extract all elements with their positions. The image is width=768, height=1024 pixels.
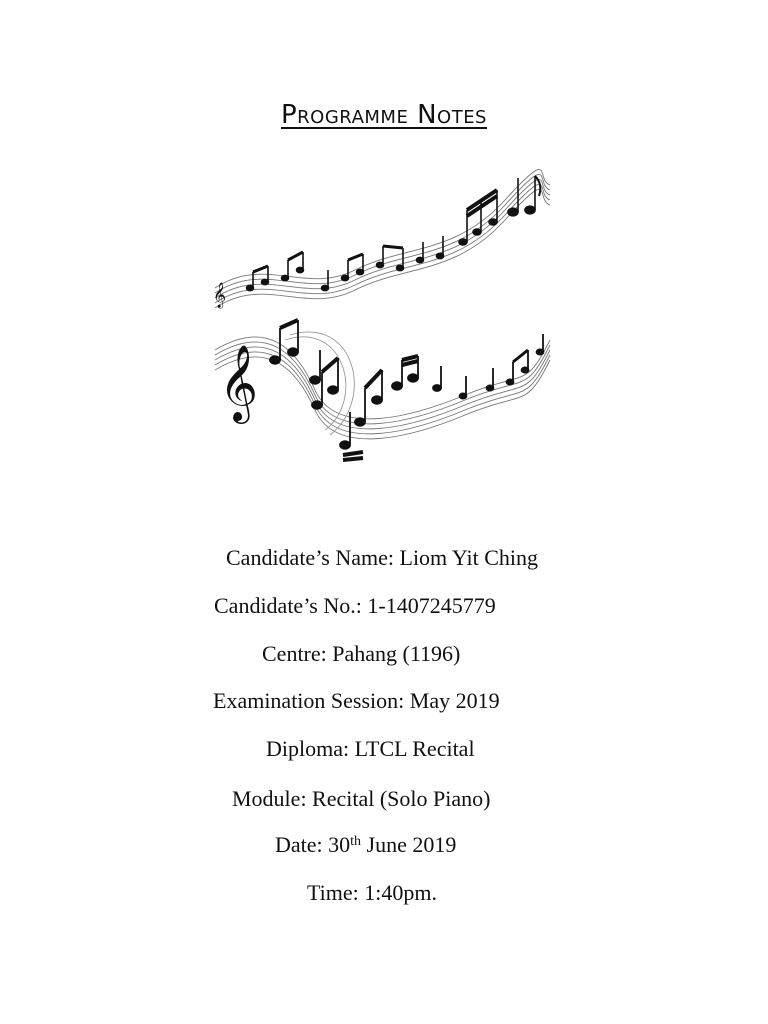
exam-date-ordinal: th <box>350 834 362 849</box>
exam-date-prefix: Date: 30 <box>275 832 351 857</box>
svg-text:𝄞: 𝄞 <box>219 344 259 421</box>
music-notes-illustration-icon <box>205 160 565 480</box>
candidate-number: Candidate’s No.: 1-1407245779 <box>214 593 496 618</box>
exam-date <box>275 832 456 858</box>
exam-time: Time: 1:40pm. <box>307 880 437 905</box>
centre: Centre: Pahang (1196) <box>262 641 461 666</box>
svg-text:𝄞: 𝄞 <box>213 283 227 308</box>
diploma: Diploma: LTCL Recital <box>266 736 475 761</box>
candidate-name: Candidate’s Name: Liom Yit Ching <box>226 545 539 570</box>
module: Module: Recital (Solo Piano) <box>232 786 491 811</box>
exam-date-suffix: June 2019 <box>361 832 457 857</box>
examination-session: Examination Session: May 2019 <box>213 688 500 713</box>
page-title: Programme Notes <box>280 100 487 130</box>
